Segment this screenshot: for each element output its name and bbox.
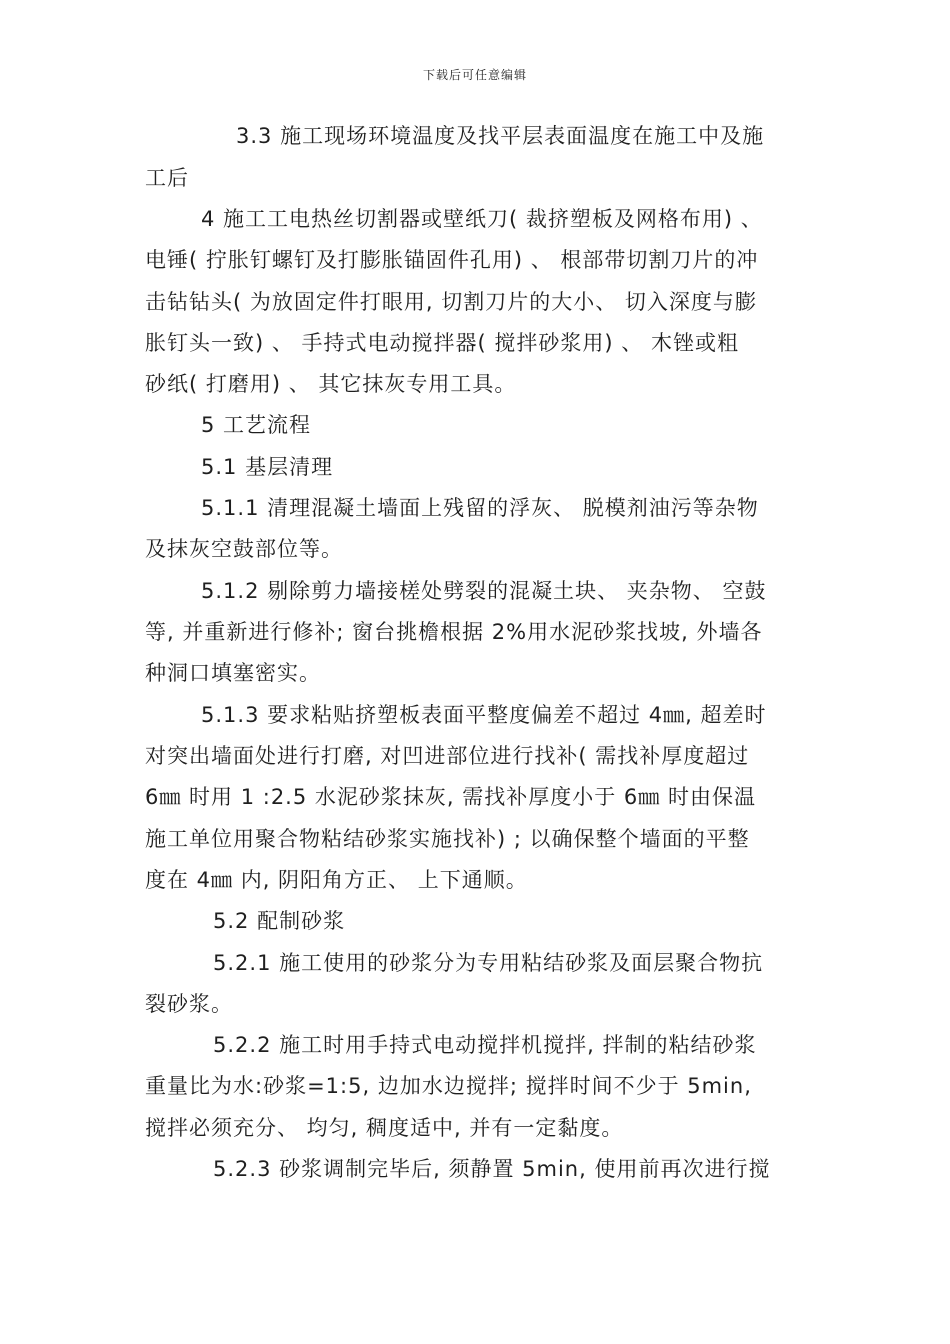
- text-line: 3.3 施工现场环境温度及找平层表面温度在施工中及施: [236, 124, 765, 148]
- text-line: 种洞口填塞密实。: [145, 661, 321, 685]
- text-line: 电锤( 拧胀钉螺钉及打膨胀锚固件孔用) 、 根部带切割刀片的冲: [145, 248, 759, 272]
- text-line: 5.1.3 要求粘贴挤塑板表面平整度偏差不超过 4㎜, 超差时: [201, 703, 767, 727]
- section-heading: 5.1 基层清理: [201, 455, 334, 479]
- text-line: 重量比为水:砂浆=1:5, 边加水边搅拌; 搅拌时间不少于 5min,: [145, 1074, 752, 1098]
- text-line: 4 施工工电热丝切割器或壁纸刀( 裁挤塑板及网格布用) 、: [201, 207, 763, 231]
- text-line: 施工单位用聚合物粘结砂浆实施找补) ; 以确保整个墙面的平整: [145, 827, 750, 851]
- text-line: 等, 并重新进行修补; 窗台挑檐根据 2%用水泥砂浆找坡, 外墙各: [145, 620, 763, 644]
- section-heading: 5 工艺流程: [201, 413, 312, 437]
- text-line: 砂纸( 打磨用) 、 其它抹灰专用工具。: [145, 372, 517, 396]
- page-header: 下载后可任意编辑: [422, 68, 527, 82]
- text-line: 5.1.2 剔除剪力墙接槎处劈裂的混凝土块、 夹杂物、 空鼓: [201, 579, 767, 603]
- text-line: 对突出墙面处进行打磨, 对凹进部位进行找补( 需找补厚度超过: [145, 744, 750, 768]
- text-line: 5.2.2 施工时用手持式电动搅拌机搅拌, 拌制的粘结砂浆: [213, 1033, 757, 1057]
- text-line: 击钻钻头( 为放固定件打眼用, 切割刀片的大小、 切入深度与膨: [145, 290, 757, 314]
- text-line: 6㎜ 时用 1 :2.5 水泥砂浆抹灰, 需找补厚度小于 6㎜ 时由保温: [145, 785, 756, 809]
- text-line: 搅拌必须充分、 均匀, 稠度适中, 并有一定黏度。: [145, 1116, 624, 1140]
- text-line: 度在 4㎜ 内, 阴阳角方正、 上下通顺。: [145, 868, 528, 892]
- text-line: 裂砂浆。: [145, 992, 233, 1016]
- text-line: 5.2.1 施工使用的砂浆分为专用粘结砂浆及面层聚合物抗: [213, 951, 764, 975]
- text-line: 5.1.1 清理混凝土墙面上残留的浮灰、 脱模剂油污等杂物: [201, 496, 759, 520]
- text-line: 胀钉头一致) 、 手持式电动搅拌器( 搅拌砂浆用) 、 木锉或粗: [145, 331, 739, 355]
- text-line: 工后: [145, 166, 189, 190]
- text-line: 及抹灰空鼓部位等。: [145, 537, 343, 561]
- text-line: 5.2.3 砂浆调制完毕后, 须静置 5min, 使用前再次进行搅: [213, 1157, 771, 1181]
- section-heading: 5.2 配制砂浆: [213, 909, 346, 933]
